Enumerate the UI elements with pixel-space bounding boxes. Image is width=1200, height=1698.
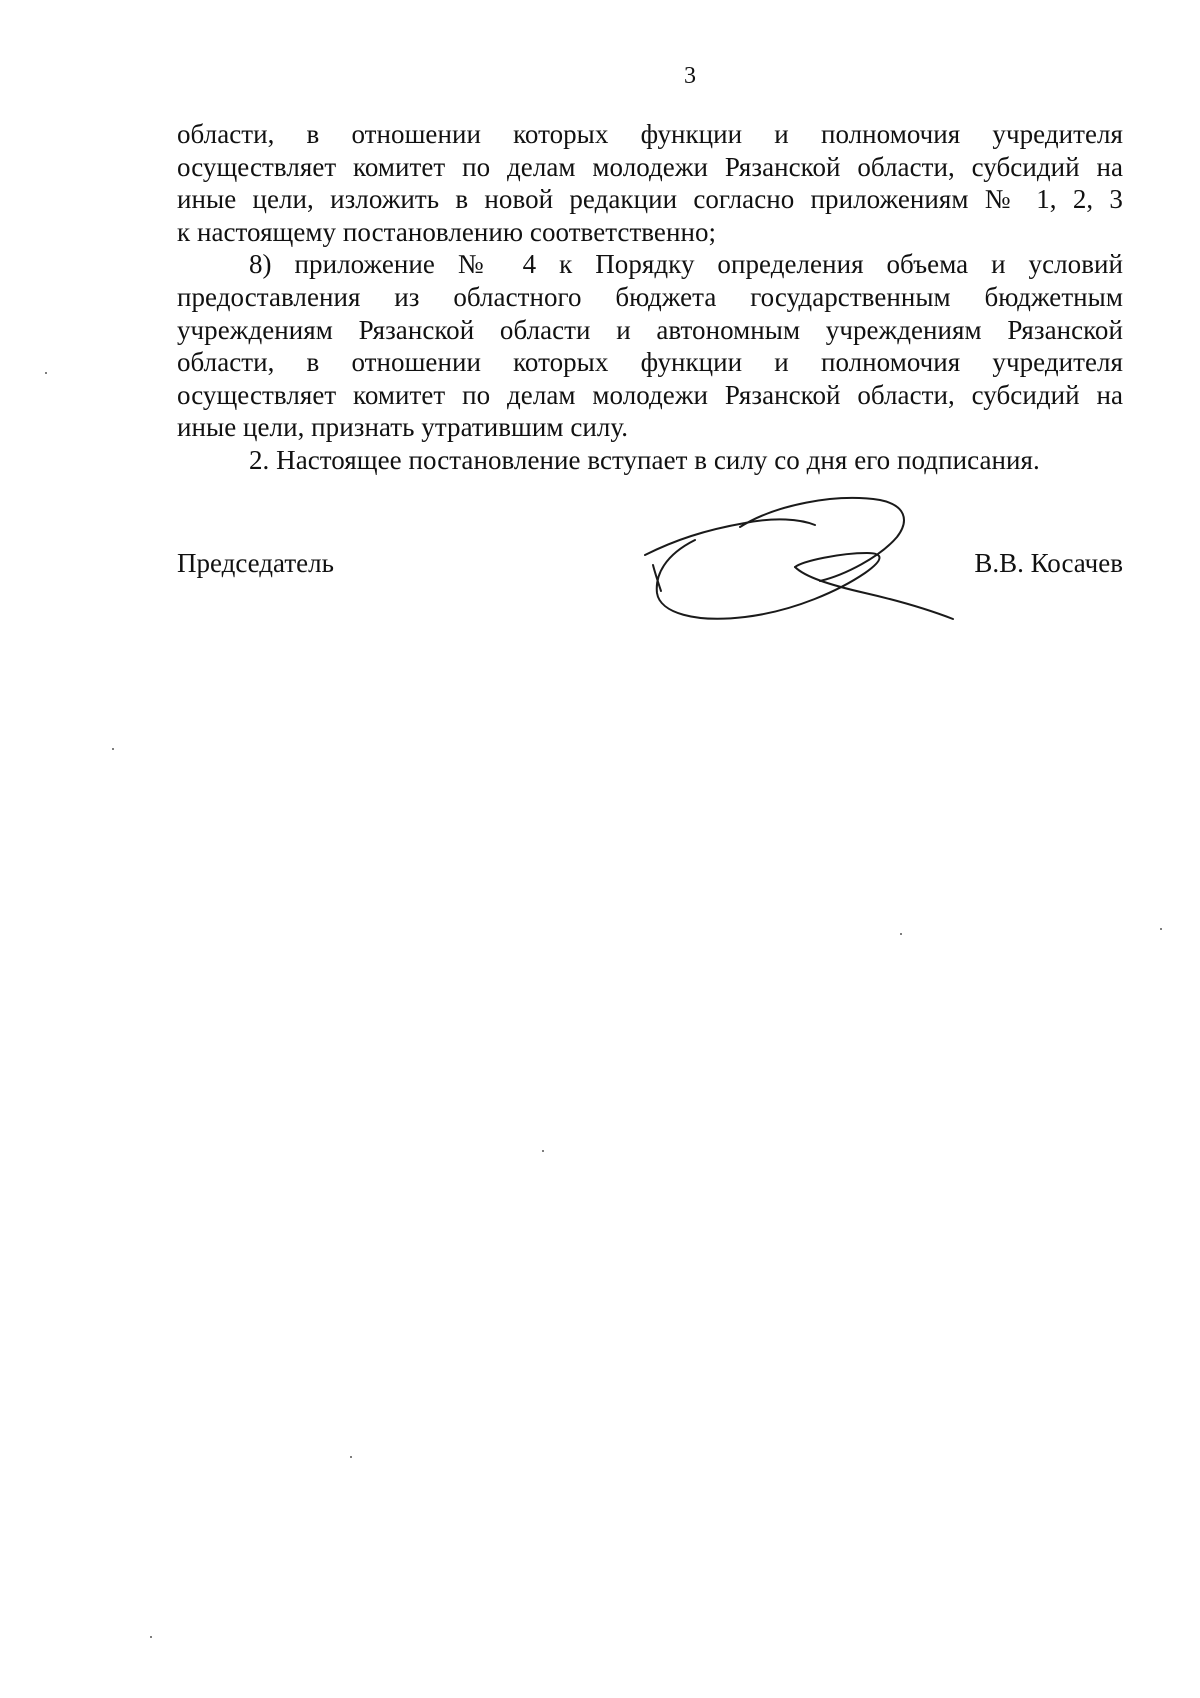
text-line: области, в отношении которых функции и полномочия учредителя (177, 119, 1123, 149)
document-body (177, 118, 1123, 477)
signatory-title: Председатель (177, 548, 334, 578)
text-line: предоставления из областного бюджета государственным бюджетным (177, 281, 1123, 312)
text-line: иные цели, признать утратившим силу. (177, 412, 629, 443)
signature-block (177, 547, 1123, 587)
text-line: иные цели, изложить в новой редакции согласно приложениям № 1, 2, 3 (177, 184, 1123, 215)
text-line: осуществляет комитет по делам молодежи Рязанской области, субсидий на (177, 151, 1123, 182)
scan-speck (900, 933, 902, 935)
scan-speck (112, 748, 114, 750)
text-line: области, в отношении которых функции и полномочия учредителя (177, 347, 1123, 378)
text-line: учреждениям Рязанской области и автономным учреждениям Рязанской (177, 314, 1123, 345)
text-line: 8) приложение № 4 к Порядку определения объема и условий (249, 249, 1123, 280)
page-number: 3 (684, 63, 696, 89)
text-line: осуществляет комитет по делам молодежи Рязанской области, субсидий на (177, 379, 1123, 410)
text-line: к настоящему постановлению соответственно; (177, 216, 717, 247)
scan-speck (1160, 928, 1162, 930)
scan-speck (150, 1636, 152, 1638)
scan-speck (542, 1150, 544, 1152)
scan-speck (45, 372, 47, 374)
scan-speck (350, 1456, 352, 1458)
clause-2: 2. Настоящее постановление вступает в силу со дня его подписания. (249, 444, 1040, 475)
signatory-name: В.В. Косачев (974, 548, 1123, 578)
